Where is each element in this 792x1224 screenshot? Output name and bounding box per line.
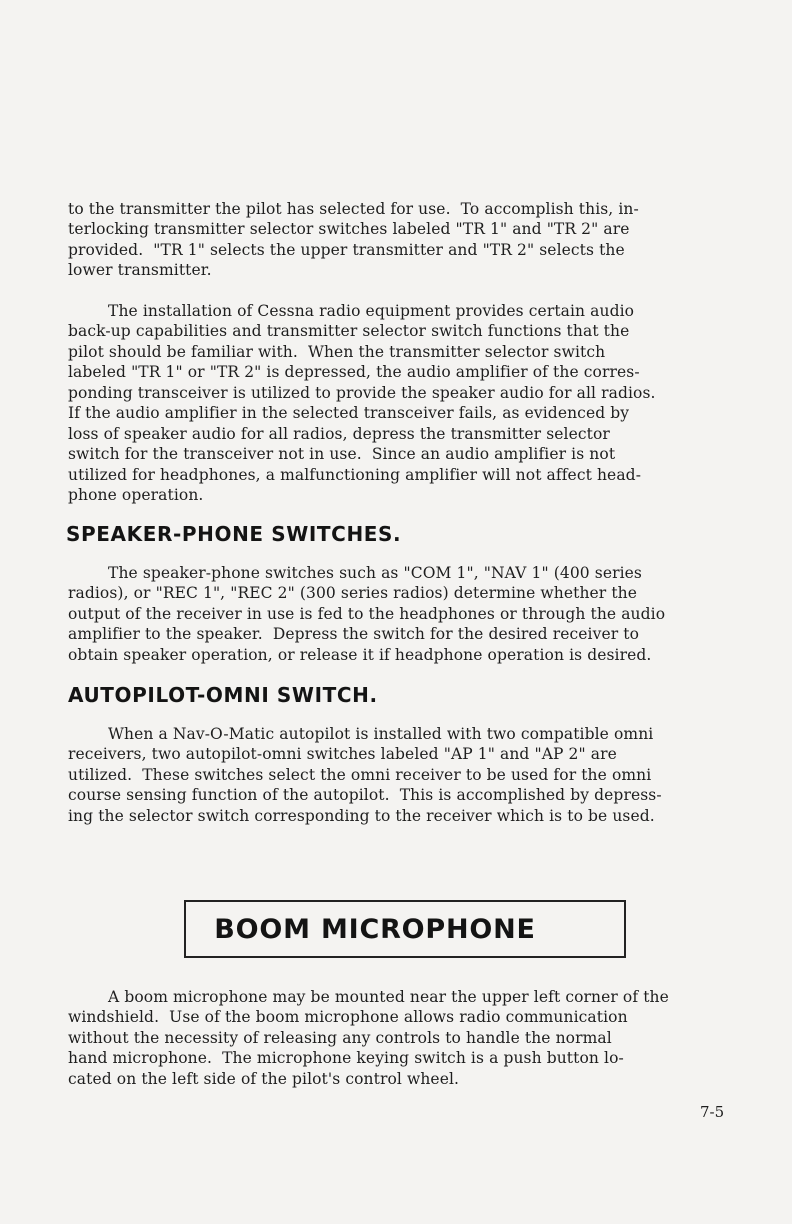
text-line: cated on the left side of the pilot's control wheel. (68, 1070, 460, 1088)
text-line: windshield. Use of the boom microphone allows radio communication (68, 1008, 628, 1026)
text-line: loss of speaker audio for all radios, depress the transmitter selector (68, 425, 610, 443)
text-line: phone operation. (68, 486, 204, 504)
text-line: back-up capabilities and transmitter selector switch functions that the (68, 322, 630, 340)
page-number: 7-5 (700, 1103, 725, 1121)
text-line: amplifier to the speaker. Depress the switch for the desired receiver to (68, 625, 640, 643)
text-line: utilized for headphones, a malfunctioning amplifier will not affect head- (68, 466, 642, 484)
text-line: receivers, two autopilot-omni switches labeled "AP 1" and "AP 2" are (68, 745, 617, 763)
text-line: ponding transceiver is utilized to provide the speaker audio for all radios. (68, 384, 656, 402)
text-line: without the necessity of releasing any controls to handle the normal (68, 1029, 612, 1047)
section-heading-autopilot-omni: AUTOPILOT-OMNI SWITCH. (68, 683, 378, 707)
boxed-section-title (184, 900, 626, 958)
text-line: A boom microphone may be mounted near the upper left corner of the (108, 988, 669, 1006)
text-line: lower transmitter. (68, 261, 212, 279)
text-line: output of the receiver in use is fed to the headphones or through the audio (68, 605, 666, 623)
text-line: terlocking transmitter selector switches labeled "TR 1" and "TR 2" are (68, 220, 630, 238)
text-line: If the audio amplifier in the selected transceiver fails, as evidenced by (68, 404, 630, 422)
text-line: to the transmitter the pilot has selected for use. To accomplish this, in- (68, 200, 639, 218)
text-line: The installation of Cessna radio equipment provides certain audio (108, 302, 635, 320)
text-line: course sensing function of the autopilot. This is accomplished by depress- (68, 786, 662, 804)
text-line: provided. "TR 1" selects the upper transmitter and "TR 2" selects the (68, 241, 625, 259)
section-heading-boom-microphone: BOOM MICROPHONE (214, 913, 536, 945)
text-line: obtain speaker operation, or release it if headphone operation is desired. (68, 646, 652, 664)
text-line: pilot should be familiar with. When the transmitter selector switch (68, 343, 606, 361)
text-line: hand microphone. The microphone keying switch is a push button lo- (68, 1049, 624, 1067)
text-line: The speaker-phone switches such as "COM 1", "NAV 1" (400 series (108, 564, 642, 582)
text-line: radios), or "REC 1", "REC 2" (300 series radios) determine whether the (68, 584, 638, 602)
text-line: When a Nav-O-Matic autopilot is installed with two compatible omni (108, 725, 654, 743)
text-line: ing the selector switch corresponding to the receiver which is to be used. (68, 807, 655, 825)
text-line: switch for the transceiver not in use. Since an audio amplifier is not (68, 445, 616, 463)
text-line: utilized. These switches select the omni receiver to be used for the omni (68, 766, 652, 784)
text-line: labeled "TR 1" or "TR 2" is depressed, the audio amplifier of the corres- (68, 363, 640, 381)
section-heading-speaker-phone: SPEAKER-PHONE SWITCHES. (66, 522, 402, 546)
